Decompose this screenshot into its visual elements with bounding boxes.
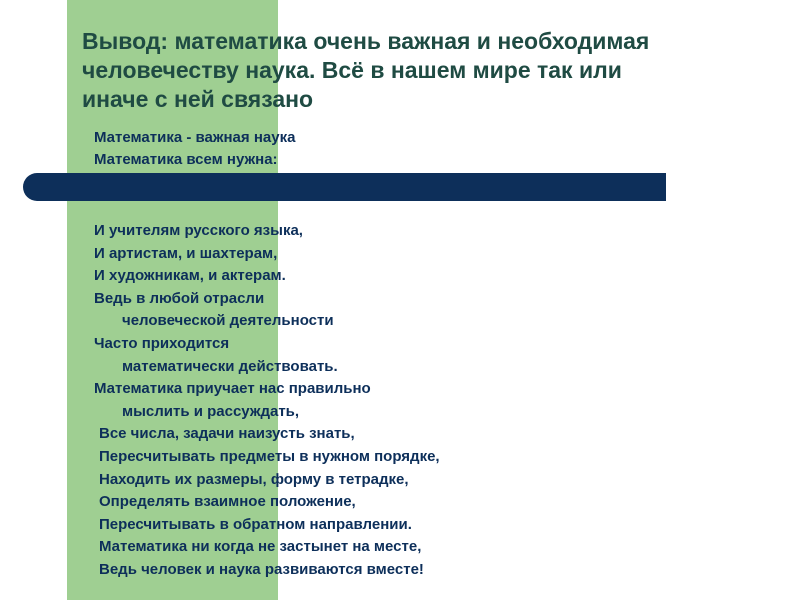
title-line: человечеству наука. Всё в нашем мире так или (82, 57, 622, 83)
poem-line: Все числа, задачи наизусть знать, (99, 425, 355, 443)
poem-line: И учителям русского языка, (94, 222, 303, 239)
poem-text (94, 220, 440, 582)
poem-line: Часто приходится (94, 334, 230, 352)
title-line: Вывод: математика очень важная и необходимая (82, 28, 650, 54)
poem-line: Ведь человек и наука развиваются вместе! (99, 560, 424, 578)
poem-line: Определять взаимное положение, (99, 493, 356, 511)
poem-line: мыслить и рассуждать, (122, 402, 300, 420)
intro-line: Математика - важная наука (94, 129, 296, 146)
poem-line: человеческой деятельности (122, 312, 334, 330)
poem-line: И художникам, и актерам. (94, 267, 286, 285)
poem-line: Математика приучает нас правильно (94, 380, 371, 398)
intro-text (94, 127, 295, 171)
poem-line: И артистам, и шахтерам, (94, 244, 278, 262)
decorative-bar (23, 173, 666, 201)
title-line: иначе с ней связано (82, 86, 314, 112)
poem-line: Пересчитывать предметы в нужном порядке, (99, 447, 440, 465)
poem-line: математически действовать. (122, 357, 338, 375)
poem-line: Математика ни когда не застынет на месте, (99, 538, 422, 556)
slide-title (82, 27, 782, 114)
poem-line: Пересчитывать в обратном направлении. (99, 515, 412, 533)
poem-line: Находить их размеры, форму в тетрадке, (99, 470, 409, 488)
intro-line: Математика всем нужна: (94, 151, 278, 168)
poem-line: Ведь в любой отрасли (94, 289, 265, 307)
